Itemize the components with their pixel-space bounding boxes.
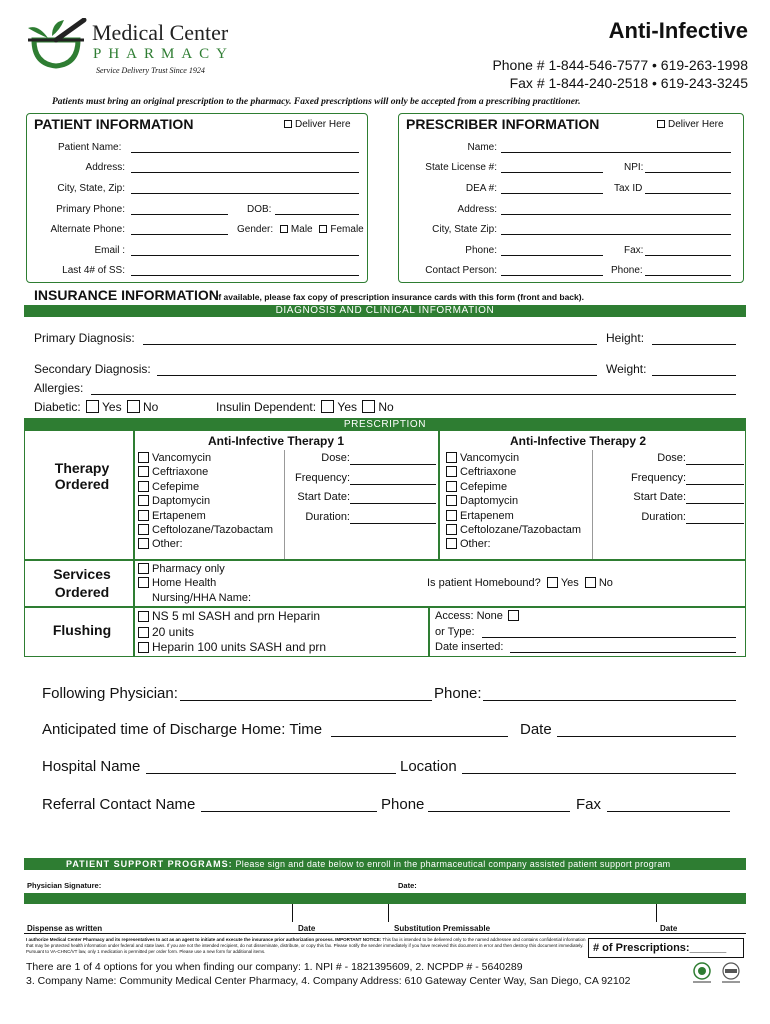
therapy1-frequency-field[interactable] xyxy=(350,484,436,485)
hospital-name-field[interactable] xyxy=(146,773,396,774)
patient-email-field[interactable] xyxy=(131,255,359,256)
therapy2-dose-label: Dose: xyxy=(657,452,686,464)
accreditation-seal-icon xyxy=(690,961,714,985)
referral-contact-label: Referral Contact Name xyxy=(42,796,196,813)
referral-phone-label: Phone xyxy=(381,796,425,813)
drug-option[interactable]: Ceftriaxone xyxy=(446,465,581,479)
insulin-yes-checkbox[interactable] xyxy=(321,400,334,413)
date-inserted-label: Date inserted: xyxy=(435,641,504,653)
prescriber-dea-label: DEA #: xyxy=(465,183,497,194)
checkbox-icon xyxy=(138,510,149,521)
flush-option[interactable]: Heparin 100 units SASH and prn xyxy=(138,640,326,656)
access-row: Access: None xyxy=(435,610,522,622)
location-label: Location xyxy=(400,758,457,775)
pharmacy-logo xyxy=(26,18,236,78)
male-checkbox[interactable] xyxy=(280,225,288,233)
weight-label: Weight: xyxy=(606,362,647,376)
checkbox-icon xyxy=(138,538,149,549)
header-fax: Fax # 1-844-240-2518 • 619-243-3245 xyxy=(509,75,748,91)
drug-option[interactable]: Ceftolozane/Tazobactam xyxy=(138,523,273,537)
discharge-date-field[interactable] xyxy=(557,736,736,737)
logo-sub: PHARMACY xyxy=(93,46,235,62)
discharge-time-label: Anticipated time of Discharge Home: Time xyxy=(42,721,323,738)
patient-primary-phone-label: Primary Phone: xyxy=(56,204,125,215)
therapy2-frequency-field[interactable] xyxy=(686,484,744,485)
physician-phone-field[interactable] xyxy=(483,700,736,701)
secondary-diagnosis-label: Secondary Diagnosis: xyxy=(34,362,151,376)
patient-address-label: Address: xyxy=(85,162,125,173)
form-title: Anti-Infective xyxy=(608,18,748,43)
drug-option[interactable]: Cefepime xyxy=(446,480,581,494)
prescriber-contact-field[interactable] xyxy=(501,275,603,276)
num-prescriptions-box[interactable]: # of Prescriptions:______ xyxy=(588,938,744,958)
diabetic-row: Diabetic: Yes No xyxy=(34,400,159,414)
therapy2-dose-field[interactable] xyxy=(686,464,744,465)
homebound-no-checkbox[interactable] xyxy=(585,577,596,588)
prescriber-info-box xyxy=(398,113,744,283)
prescriber-npi-field[interactable] xyxy=(645,172,731,173)
patient-primary-phone-field[interactable] xyxy=(131,214,228,215)
allergies-label: Allergies: xyxy=(34,381,84,395)
logo-tagline: Service Delivery Trust Since 1924 xyxy=(96,66,205,75)
therapy1-start-label: Start Date: xyxy=(297,491,350,503)
dispense-divider xyxy=(656,904,657,922)
prescriber-dea-field[interactable] xyxy=(501,193,603,194)
drug-option[interactable]: Ceftolozane/Tazobactam xyxy=(446,523,581,537)
signature-date-label: Date: xyxy=(398,881,417,890)
homebound-row: Is patient Homebound? Yes No xyxy=(427,577,613,589)
therapy1-dose-field[interactable] xyxy=(350,464,436,465)
access-none-checkbox[interactable] xyxy=(508,610,519,621)
following-physician-field[interactable] xyxy=(180,700,432,701)
certification-seal-icon xyxy=(718,961,744,985)
therapy2-frequency-label: Frequency: xyxy=(630,472,686,484)
service-option[interactable]: Home Health xyxy=(138,576,251,590)
date-inserted-field[interactable] xyxy=(510,652,736,653)
prescriber-info-heading: PRESCRIBER INFORMATION xyxy=(406,116,600,132)
patient-info-box xyxy=(26,113,368,283)
diabetic-no-checkbox[interactable] xyxy=(127,400,140,413)
prescriber-taxid-field[interactable] xyxy=(645,193,731,194)
physician-phone-label: Phone: xyxy=(434,685,482,702)
location-field[interactable] xyxy=(462,773,736,774)
discharge-time-field[interactable] xyxy=(331,736,508,737)
or-type-field[interactable] xyxy=(482,637,736,638)
hospital-name-label: Hospital Name xyxy=(42,758,141,775)
services-ordered-label: Services Ordered xyxy=(53,566,111,600)
drug-option[interactable]: Vancomycin xyxy=(138,451,273,465)
secondary-diagnosis-field[interactable] xyxy=(157,375,597,376)
prescriber-phone-label: Phone: xyxy=(465,245,497,256)
prescriber-phone-field[interactable] xyxy=(501,255,603,256)
referral-contact-field[interactable] xyxy=(201,811,377,812)
weight-field[interactable] xyxy=(652,375,736,376)
checkbox-icon xyxy=(138,524,149,535)
prescription-divider xyxy=(428,606,430,657)
prescription-divider xyxy=(133,430,135,657)
flush-option[interactable]: NS 5 ml SASH and prn Heparin xyxy=(138,609,326,625)
drug-option[interactable]: Ertapenem xyxy=(138,509,273,523)
therapy2-title: Anti-Infective Therapy 2 xyxy=(510,434,647,448)
therapy2-start-field[interactable] xyxy=(686,503,744,504)
insurance-note: If available, please fax copy of prescription insurance cards with this form (front and back). xyxy=(216,292,584,302)
logo-name: Medical Center xyxy=(92,20,229,45)
insulin-no-checkbox[interactable] xyxy=(362,400,375,413)
dispense-as-written-label: Dispense as written xyxy=(27,924,103,933)
checkbox-icon xyxy=(138,466,149,477)
insulin-row: Insulin Dependent: Yes No xyxy=(216,400,394,414)
referral-phone-field[interactable] xyxy=(428,811,570,812)
footer-line1: There are 1 of 4 options for you when finding our company: 1. NPI # - 1821395609, 2. NCPDP # - 5640289 xyxy=(26,961,523,973)
checkbox-icon xyxy=(446,466,457,477)
diabetic-yes-checkbox[interactable] xyxy=(86,400,99,413)
checkbox-icon xyxy=(138,452,149,463)
checkbox-icon xyxy=(446,481,457,492)
support-programs-bar: PATIENT SUPPORT PROGRAMS: Please sign and date below to enroll in the pharmaceutical company assisted patient support program xyxy=(24,858,746,870)
patient-deliver-here[interactable]: Deliver Here xyxy=(284,119,351,130)
height-field[interactable] xyxy=(652,344,736,345)
checkbox-icon xyxy=(138,495,149,506)
mortar-pestle-icon xyxy=(26,18,94,70)
patient-dob-field[interactable] xyxy=(275,214,359,215)
prescriber-deliver-here[interactable]: Deliver Here xyxy=(657,119,724,130)
drug-option[interactable]: Ertapenem xyxy=(446,509,581,523)
drug-option[interactable]: Other: xyxy=(138,537,273,551)
prescriber-taxid-label: Tax ID xyxy=(614,183,643,194)
patient-alt-phone-field[interactable] xyxy=(131,234,228,235)
checkbox-icon xyxy=(657,120,665,128)
checkbox-icon xyxy=(138,642,149,653)
female-checkbox[interactable] xyxy=(319,225,327,233)
prescriber-license-field[interactable] xyxy=(501,172,603,173)
checkbox-icon xyxy=(446,495,457,506)
therapy2-start-label: Start Date: xyxy=(633,491,686,503)
patient-city-field[interactable] xyxy=(131,193,359,194)
drug-option[interactable]: Ceftriaxone xyxy=(138,465,273,479)
header-phone: Phone # 1-844-546-7577 • 619-263-1998 xyxy=(492,57,748,73)
prescriber-license-label: State License #: xyxy=(425,162,497,173)
prescriber-city-label: City, State Zip: xyxy=(432,224,497,235)
therapy1-start-field[interactable] xyxy=(350,503,436,504)
discharge-date-label: Date xyxy=(520,721,552,738)
flushing-label: Flushing xyxy=(52,622,112,638)
prescription-divider xyxy=(438,430,440,559)
therapy1-duration-field[interactable] xyxy=(350,523,436,524)
patient-address-field[interactable] xyxy=(131,172,359,173)
therapy2-divider xyxy=(592,450,593,559)
dispense-date1-label: Date xyxy=(298,924,316,933)
patient-alt-phone-label: Alternate Phone: xyxy=(50,224,125,235)
prescription-notice: Patients must bring an original prescription to the pharmacy. Faxed prescriptions will only be accepted from a prescribing practitioner. xyxy=(52,97,581,107)
flushing-list xyxy=(138,609,326,656)
therapy-ordered-label: Therapy Ordered xyxy=(54,460,110,492)
prescriber-address-label: Address: xyxy=(457,204,497,215)
therapy1-frequency-label: Frequency: xyxy=(294,472,350,484)
referral-fax-field[interactable] xyxy=(607,811,730,812)
patient-dob-label: DOB: xyxy=(247,204,272,215)
therapy1-dose-label: Dose: xyxy=(321,452,350,464)
prescriber-address-field[interactable] xyxy=(501,214,731,215)
allergies-field[interactable] xyxy=(91,394,736,395)
drug-option[interactable]: Other: xyxy=(446,537,581,551)
primary-diagnosis-field[interactable] xyxy=(143,344,597,345)
checkbox-icon xyxy=(446,538,457,549)
checkbox-icon xyxy=(138,627,149,638)
flush-option[interactable]: 20 units xyxy=(138,625,326,641)
patient-email-label: Email : xyxy=(94,245,125,256)
height-label: Height: xyxy=(606,331,645,345)
or-type-label: or Type: xyxy=(435,626,475,638)
checkbox-icon xyxy=(138,611,149,622)
following-physician-label: Following Physician: xyxy=(42,685,178,702)
drug-option[interactable]: Daptomycin xyxy=(138,494,273,508)
therapy1-drug-list xyxy=(138,451,273,552)
dispense-date2-label: Date xyxy=(660,924,678,933)
homebound-yes-checkbox[interactable] xyxy=(547,577,558,588)
therapy2-duration-label: Duration: xyxy=(641,511,686,523)
checkbox-icon xyxy=(446,524,457,535)
therapy2-duration-field[interactable] xyxy=(686,523,744,524)
referral-fax-label: Fax xyxy=(576,796,602,813)
patient-gender: Gender: Male Female xyxy=(237,224,364,235)
substitution-label: Substitution Premissable xyxy=(394,924,491,933)
checkbox-icon xyxy=(138,577,149,588)
footer-line2: 3. Company Name: Community Medical Center Pharmacy, 4. Company Address: 610 Gateway Center Way, San Diego, CA 92102 xyxy=(26,975,631,987)
dispense-divider xyxy=(292,904,293,922)
prescriber-fax-label: Fax: xyxy=(624,245,644,256)
prescriber-name-field[interactable] xyxy=(501,152,731,153)
primary-diagnosis-label: Primary Diagnosis: xyxy=(34,331,135,345)
patient-name-label: Patient Name: xyxy=(58,142,122,153)
therapy1-divider xyxy=(284,450,285,559)
insurance-heading: INSURANCE INFORMATION xyxy=(34,287,219,303)
authorization-notice: I authorize Medical Center Pharmacy and its representatives to act as an agent to initiate and execute the insurance prior authorization process. IMPORTANT NOTICE: This fax is intended to be delivered only to the named addressee and contains confidential information that may be protected health information under federal and state laws. If you are not the intended recipient, do not disseminate, distribute, or copy this fax. Please notify the sender immediately if you have received this document in error and then destroy this document immediately. Pursuant to VA-CHNC/VT law, only 1 medication is permitted per order form. Please use a new form for additional items. xyxy=(26,937,586,954)
therapy1-title: Anti-Infective Therapy 1 xyxy=(208,434,345,448)
prescriber-fax-field[interactable] xyxy=(645,255,731,256)
drug-option[interactable]: Daptomycin xyxy=(446,494,581,508)
services-list xyxy=(138,562,251,605)
prescriber-contact-label: Contact Person: xyxy=(425,265,497,276)
prescription-divider xyxy=(24,559,746,561)
service-option[interactable]: Pharmacy only xyxy=(138,562,251,576)
prescriber-npi-label: NPI: xyxy=(624,162,644,173)
therapy2-drug-list xyxy=(446,451,581,552)
prescriber-name-label: Name: xyxy=(467,142,497,153)
patient-city-label: City, State, Zip: xyxy=(57,183,125,194)
drug-option[interactable]: Vancomycin xyxy=(446,451,581,465)
checkbox-icon xyxy=(138,563,149,574)
prescriber-city-field[interactable] xyxy=(501,234,731,235)
therapy1-duration-label: Duration: xyxy=(305,511,350,523)
prescription-bar: PRESCRIPTION xyxy=(24,418,746,431)
signature-box[interactable] xyxy=(24,893,746,904)
dispense-divider xyxy=(388,904,389,922)
physician-signature-label: Physician Signature: xyxy=(27,881,102,890)
dispense-row-box xyxy=(24,904,746,934)
prescriber-contact-phone-label: Phone: xyxy=(611,265,643,276)
patient-info-heading: PATIENT INFORMATION xyxy=(34,116,194,132)
checkbox-icon xyxy=(138,481,149,492)
checkbox-icon xyxy=(284,120,292,128)
prescription-divider xyxy=(24,606,746,608)
checkbox-icon xyxy=(446,510,457,521)
diagnosis-bar: DIAGNOSIS AND CLINICAL INFORMATION xyxy=(24,305,746,317)
patient-name-field[interactable] xyxy=(131,152,359,153)
checkbox-icon xyxy=(446,452,457,463)
patient-ssn-field[interactable] xyxy=(131,275,359,276)
drug-option[interactable]: Cefepime xyxy=(138,480,273,494)
prescriber-contact-phone-field[interactable] xyxy=(645,275,731,276)
service-option[interactable]: Nursing/HHA Name: xyxy=(152,591,252,604)
patient-ssn-label: Last 4# of SS: xyxy=(62,265,125,276)
